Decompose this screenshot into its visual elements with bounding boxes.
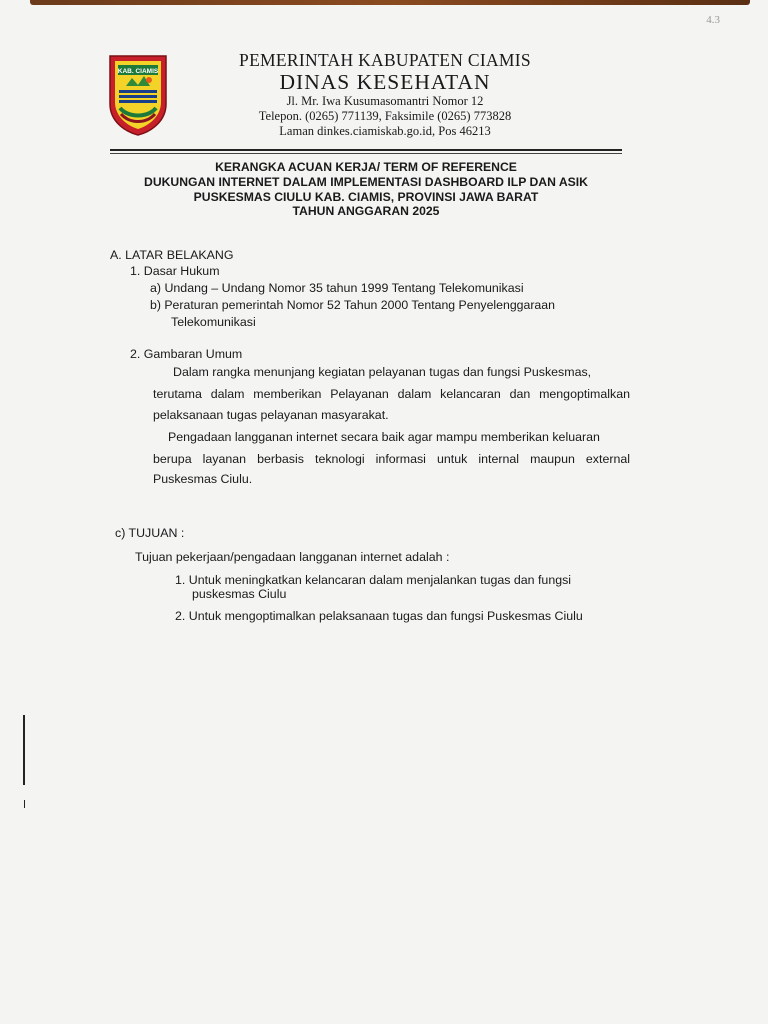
scan-top-edge <box>30 0 750 5</box>
handwritten-page-number: 4.3 <box>706 14 720 26</box>
tujuan-intro: Tujuan pekerjaan/pengadaan langganan internet adalah : <box>135 550 450 564</box>
office-phone: Telepon. (0265) 771139, Faksimile (0265) 773828 <box>258 109 512 123</box>
ciamis-emblem-logo <box>104 52 172 136</box>
gambaran-p2-line3: Puskesmas Ciulu. <box>153 472 253 486</box>
logo-text: KAB. CIAMIS <box>117 68 159 75</box>
title-line: PUSKESMAS CIULU KAB. CIAMIS, PROVINSI JAWA BARAT <box>193 189 539 204</box>
gambaran-umum-label: 2. Gambaran Umum <box>130 347 243 361</box>
tujuan-item-1: 1. Untuk meningkatkan kelancaran dalam menjalankan tugas dan fungsi <box>175 573 572 587</box>
section-a-heading: A. LATAR BELAKANG <box>110 248 234 262</box>
gambaran-p1-line3: pelaksanaan tugas pelayanan masyarakat. <box>153 408 389 422</box>
title-line: KERANGKA ACUAN KERJA/ TERM OF REFERENCE <box>215 160 517 174</box>
gambaran-p2-line2: berupa layanan berbasis teknologi informasi untuk internal maupun external <box>153 452 630 466</box>
gambaran-p2-line1: Pengadaan langganan internet secara baik agar mampu memberikan keluaran <box>168 430 600 444</box>
dasar-hukum-item-a: a) Undang – Undang Nomor 35 tahun 1999 Tentang Telekomunikasi <box>150 281 524 295</box>
government-name: PEMERINTAH KABUPATEN CIAMIS <box>239 50 531 70</box>
tujuan-item-2: 2. Untuk mengoptimalkan pelaksanaan tugas dan fungsi Puskesmas Ciulu <box>175 609 583 623</box>
tujuan-item-1-cont: puskesmas Ciulu <box>192 587 287 601</box>
gambaran-p1-line1: Dalam rangka menunjang kegiatan pelayanan tugas dan fungsi Puskesmas, <box>173 365 592 379</box>
title-line: DUKUNGAN INTERNET DALAM IMPLEMENTASI DASHBOARD ILP DAN ASIK <box>144 174 588 189</box>
office-website: Laman dinkes.ciamiskab.go.id, Pos 46213 <box>279 124 491 138</box>
dasar-hukum-item-b-cont: Telekomunikasi <box>171 315 256 329</box>
scan-margin-mark <box>23 715 25 785</box>
dasar-hukum-label: 1. Dasar Hukum <box>130 264 220 278</box>
letterhead <box>205 50 565 139</box>
dasar-hukum-item-b: b) Peraturan pemerintah Nomor 52 Tahun 2000 Tentang Penyelenggaraan <box>150 298 555 312</box>
gambaran-p1-line2: terutama dalam memberikan Pelayanan dalam kelancaran dan mengoptimalkan <box>153 387 630 401</box>
office-address: Jl. Mr. Iwa Kusumasomantri Nomor 12 <box>286 94 484 108</box>
title-line: TAHUN ANGGARAN 2025 <box>292 204 440 219</box>
scan-margin-mark <box>24 800 25 808</box>
letterhead-divider-thin <box>110 153 622 154</box>
section-c-heading: c) TUJUAN : <box>115 526 185 540</box>
document-title <box>110 160 622 219</box>
letterhead-divider <box>110 149 622 151</box>
department-name: DINAS KESEHATAN <box>279 70 491 94</box>
